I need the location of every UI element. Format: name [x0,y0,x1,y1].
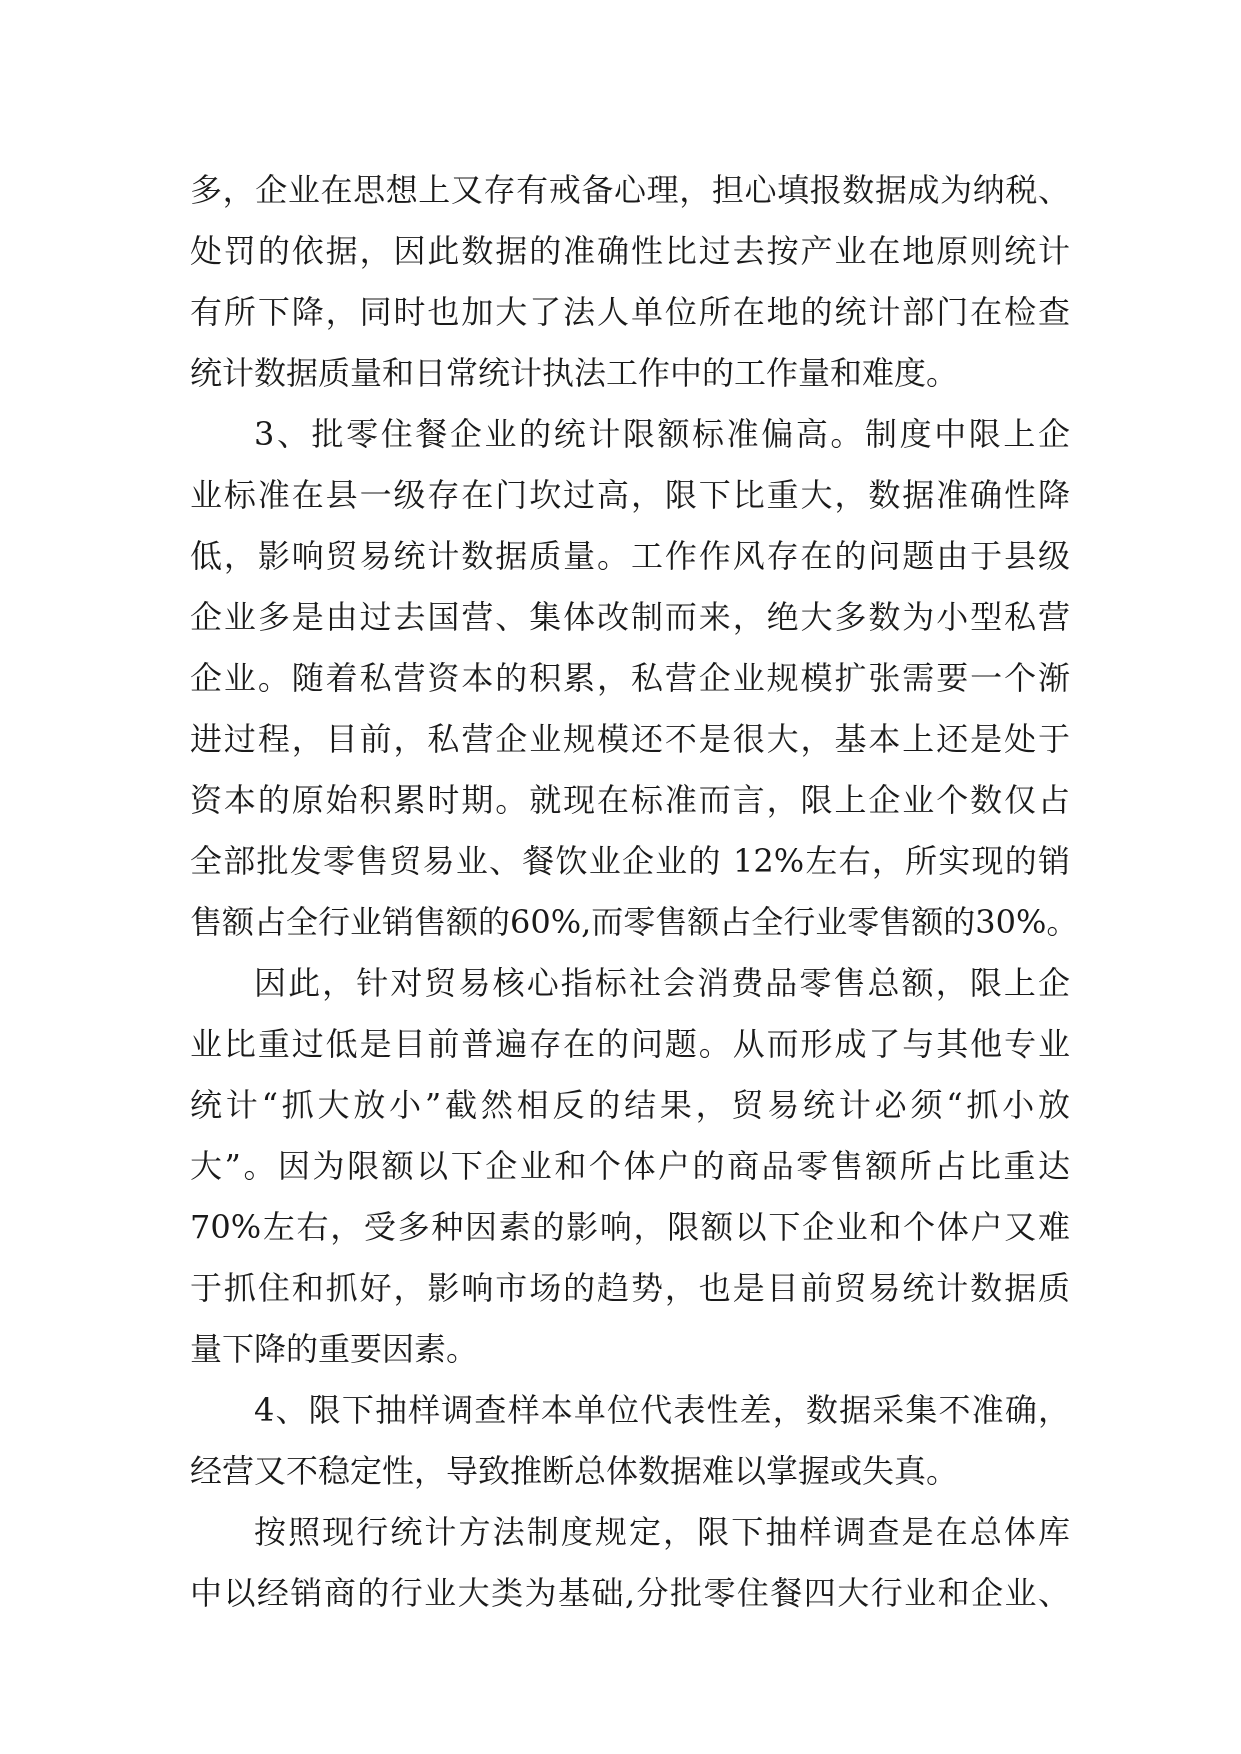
text-line: 企业。随着私营资本的积累，私营企业规模扩张需要一个渐 [190,659,1070,697]
text-line: 资本的原始积累时期。就现在标准而言，限上企业个数仅占 [190,781,1070,819]
text-line: 量下降的重要因素。 [190,1330,479,1368]
text-line: 全部批发零售贸易业、餐饮业企业的 12%左右，所实现的销 [190,842,1070,880]
text-line: 70%左右，受多种因素的影响，限额以下企业和个体户又难 [190,1208,1070,1246]
text-line: 按照现行统计方法制度规定，限下抽样调查是在总体库 [254,1513,1070,1551]
text-line: 业标准在县一级存在门坎过高，限下比重大，数据准确性降 [190,476,1070,514]
text-line: 企业多是由过去国营、集体改制而来，绝大多数为小型私营 [190,598,1070,636]
text-line: 业比重过低是目前普遍存在的问题。从而形成了与其他专业 [190,1025,1070,1063]
text-line: 因此，针对贸易核心指标社会消费品零售总额，限上企 [254,964,1070,1002]
text-line: 中以经销商的行业大类为基础,分批零住餐四大行业和企业、 [190,1574,1070,1612]
text-line: 进过程，目前，私营企业规模还不是很大，基本上还是处于 [190,720,1070,758]
text-line: 多，企业在思想上又存有戒备心理，担心填报数据成为纳税、 [190,171,1070,209]
document-body [190,160,1079,1624]
text-line: 统计“抓大放小”截然相反的结果，贸易统计必须“抓小放 [190,1086,1070,1124]
text-line: 经营又不稳定性，导致推断总体数据难以掌握或失真。 [190,1452,959,1490]
text-line: 有所下降，同时也加大了法人单位所在地的统计部门在检查 [190,293,1070,331]
text-line: 4、限下抽样调查样本单位代表性差，数据采集不准确， [254,1391,1070,1429]
text-line: 售额占全行业销售额的60%,而零售额占全行业零售额的30%。 [190,903,1079,941]
text-line: 3、批零住餐企业的统计限额标准偏高。制度中限上企 [254,415,1070,453]
text-line: 大”。因为限额以下企业和个体户的商品零售额所占比重达 [190,1147,1070,1185]
text-line: 统计数据质量和日常统计执法工作中的工作量和难度。 [190,354,959,392]
text-line: 低，影响贸易统计数据质量。工作作风存在的问题由于县级 [190,537,1070,575]
text-line: 于抓住和抓好，影响市场的趋势，也是目前贸易统计数据质 [190,1269,1070,1307]
text-line: 处罚的依据，因此数据的准确性比过去按产业在地原则统计 [190,232,1070,270]
